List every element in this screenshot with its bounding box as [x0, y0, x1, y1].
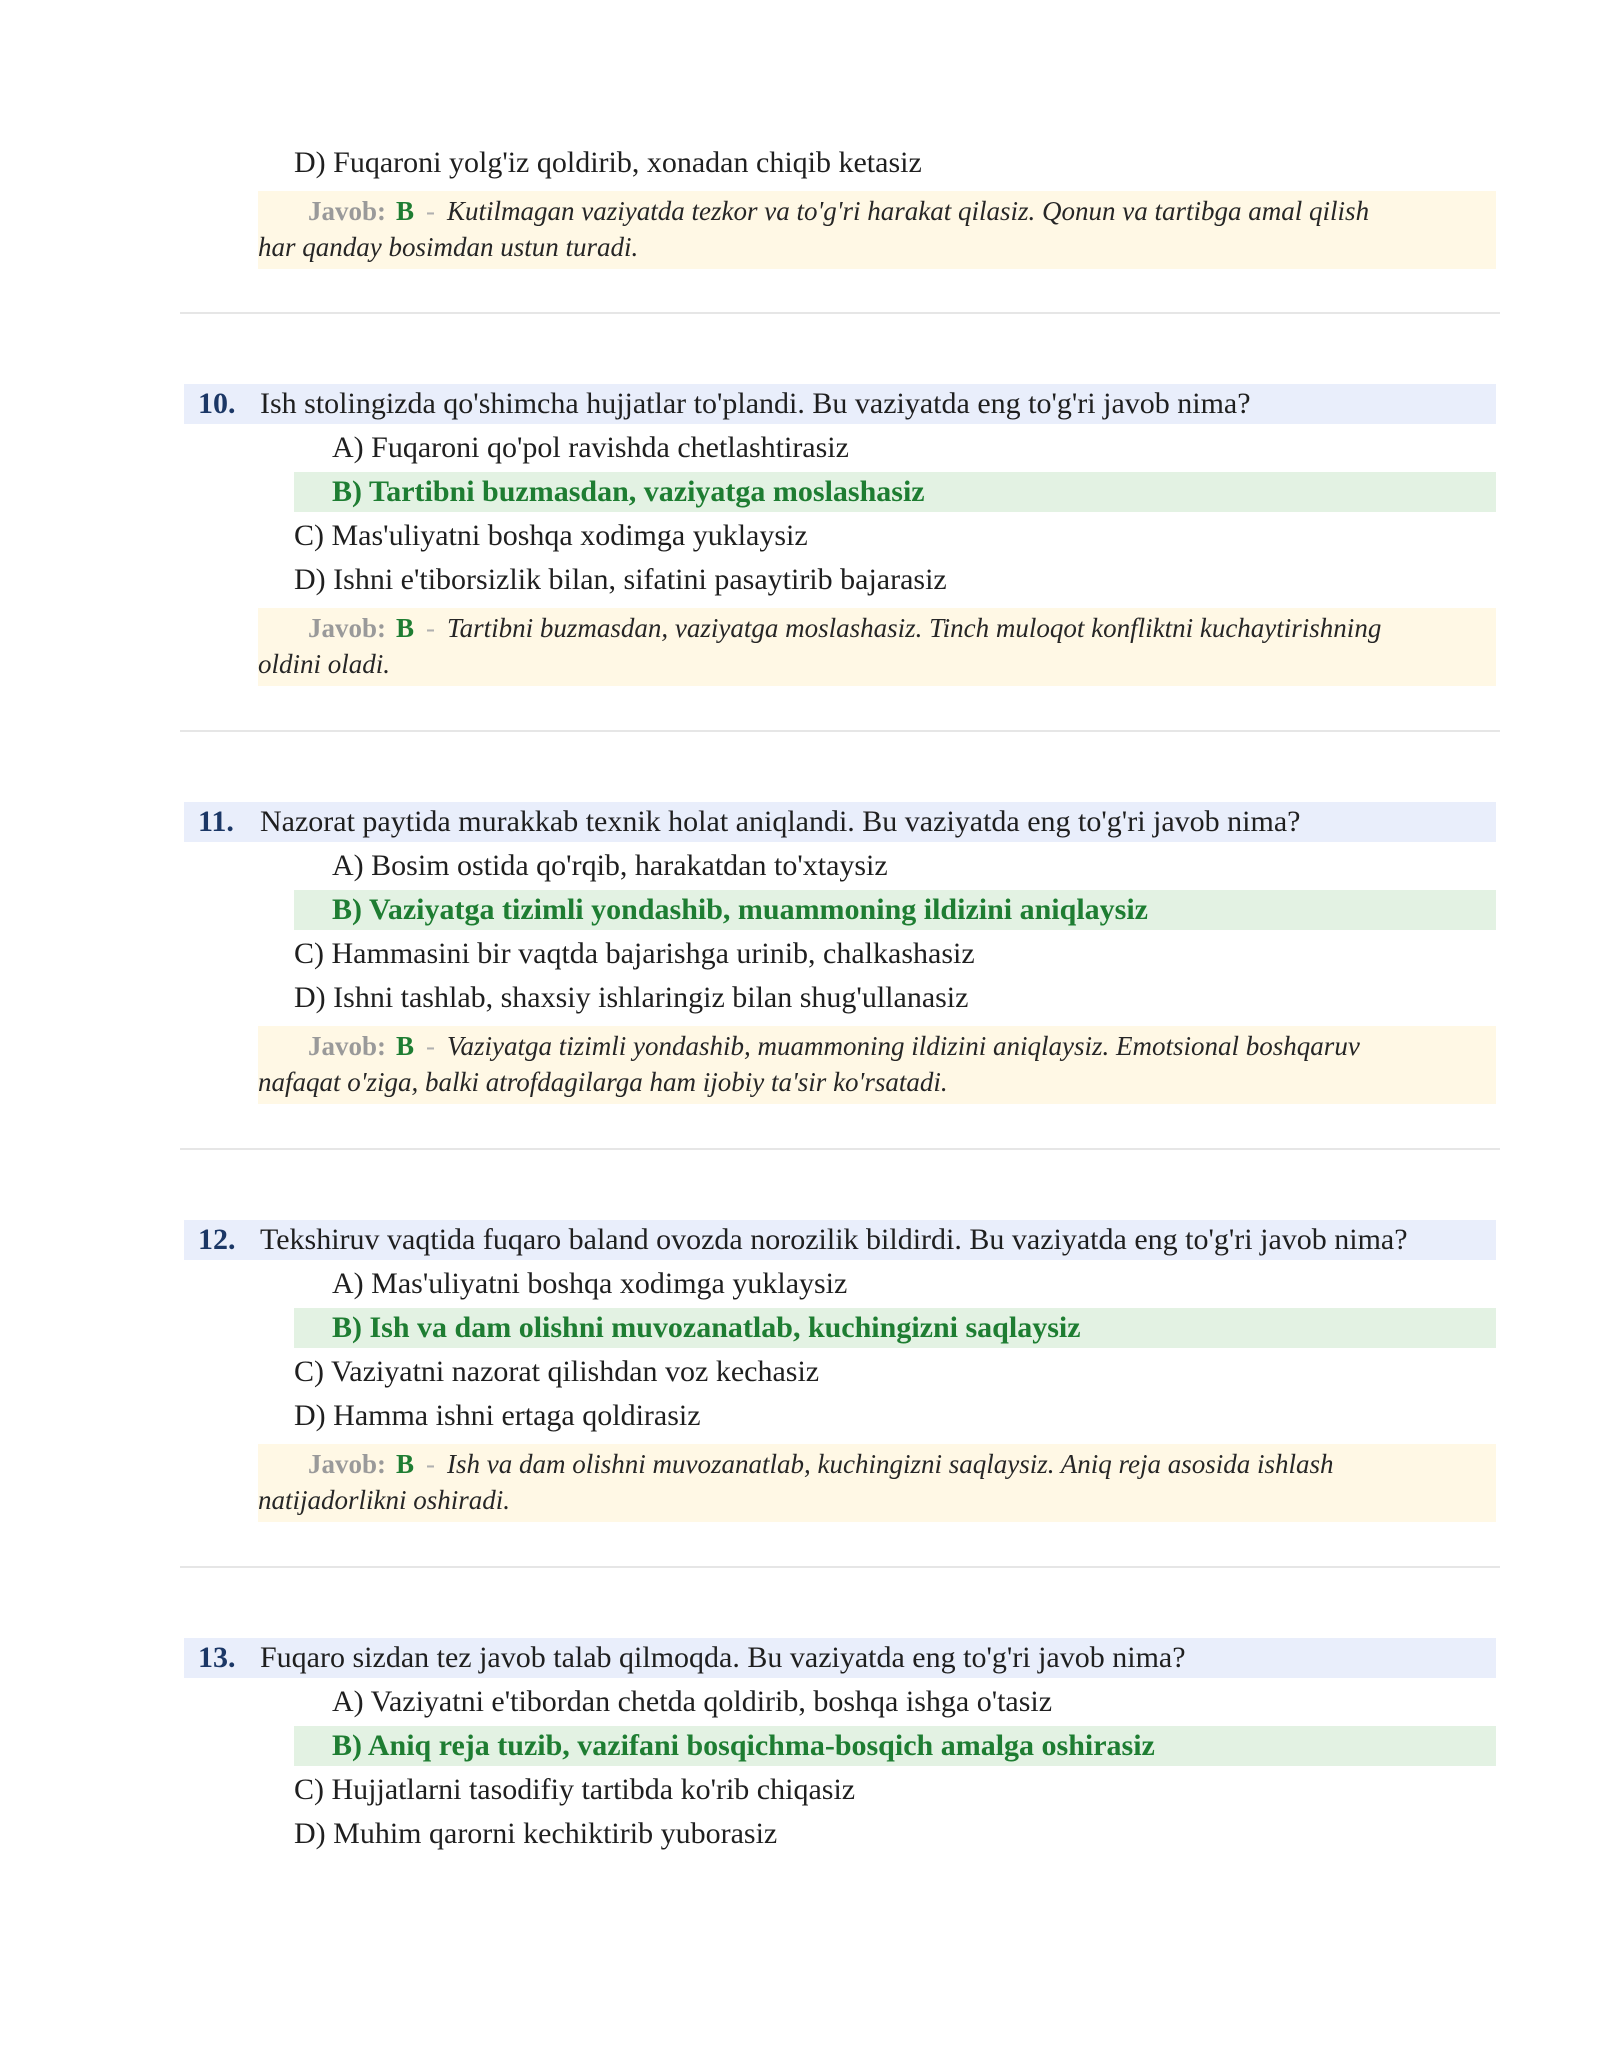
question-text: Ish stolingizda qo'shimcha hujjatlar to'plandi. Bu vaziyatda eng to'g'ri javob nima?: [260, 387, 1251, 420]
option-b-label: B) Ish va dam olishni muvozanatlab, kuchingizni saqlaysiz: [332, 1311, 1081, 1344]
option-d: D) Muhim qarorni kechiktirib yuborasiz: [294, 1817, 778, 1850]
option-b-correct: [294, 1308, 1496, 1348]
answer-dash: -: [426, 1449, 436, 1479]
option-c: C) Mas'uliyatni boshqa xodimga yuklaysiz: [294, 519, 808, 552]
option-a: A) Vaziyatni e'tibordan chetda qoldirib, boshqa ishga o'tasiz: [332, 1685, 1053, 1718]
answer-letter: B: [396, 1031, 415, 1061]
option-c: C) Hujjatlarni tasodifiy tartibda ko'rib chiqasiz: [294, 1773, 856, 1806]
answer-explanation-line-2: nafaqat o'ziga, balki atrofdagilarga ham ijobiy ta'sir ko'rsatadi.: [258, 1067, 948, 1097]
option-b-label: B) Aniq reja tuzib, vazifani bosqichma-bosqich amalga oshirasiz: [332, 1729, 1155, 1762]
answer-explanation-line-2: natijadorlikni oshiradi.: [258, 1485, 511, 1515]
question-number: 12.: [198, 1223, 236, 1256]
option-c: C) Vaziyatni nazorat qilishdan voz kechasiz: [294, 1355, 820, 1388]
option-d: D) Fuqaroni yolg'iz qoldirib, xonadan chiqib ketasiz: [294, 146, 922, 179]
answer-explanation-line-2: har qanday bosimdan ustun turadi.: [258, 232, 639, 262]
question-header: [184, 1220, 1496, 1260]
answer-box: [258, 1444, 1496, 1522]
question-divider: [180, 1148, 1500, 1150]
question-divider: [180, 1566, 1500, 1568]
answer-dash: -: [426, 613, 436, 643]
option-d: D) Hamma ishni ertaga qoldirasiz: [294, 1399, 701, 1432]
answer-explanation-line-1: Tartibni buzmasdan, vaziyatga moslashasiz. Tinch muloqot konfliktni kuchaytirishning: [447, 613, 1382, 643]
option-d: D) Ishni tashlab, shaxsiy ishlaringiz bilan shug'ullanasiz: [294, 981, 969, 1014]
option-d: D) Ishni e'tiborsizlik bilan, sifatini pasaytirib bajarasiz: [294, 563, 947, 596]
option-a: A) Mas'uliyatni boshqa xodimga yuklaysiz: [332, 1267, 848, 1300]
answer-letter: B: [396, 613, 415, 643]
option-b-correct: [294, 1726, 1496, 1766]
answer-dash: -: [426, 196, 436, 226]
answer-explanation-line-1: Ish va dam olishni muvozanatlab, kuchingizni saqlaysiz. Aniq reja asosida ishlash: [447, 1449, 1334, 1479]
answer-letter: B: [396, 196, 415, 226]
option-a: A) Bosim ostida qo'rqib, harakatdan to'xtaysiz: [332, 849, 888, 882]
answer-letter: B: [396, 1449, 415, 1479]
answer-label: Javob:: [308, 1449, 387, 1479]
question-header: [184, 384, 1496, 424]
option-b-correct: [294, 890, 1496, 930]
question-text: Tekshiruv vaqtida fuqaro baland ovozda norozilik bildirdi. Bu vaziyatda eng to'g'ri javob nima?: [260, 1223, 1408, 1256]
question-divider: [180, 730, 1500, 732]
answer-box: [258, 191, 1496, 269]
option-b-correct: [294, 472, 1496, 512]
answer-explanation-line-1: Vaziyatga tizimli yondashib, muammoning ildizini aniqlaysiz. Emotsional boshqaruv: [447, 1031, 1360, 1061]
answer-box: [258, 1026, 1496, 1104]
question-header: [184, 802, 1496, 842]
option-c: C) Hammasini bir vaqtda bajarishga urinib, chalkashasiz: [294, 937, 975, 970]
question-text: Nazorat paytida murakkab texnik holat aniqlandi. Bu vaziyatda eng to'g'ri javob nima?: [260, 805, 1301, 838]
question-header: [184, 1638, 1496, 1678]
answer-label: Javob:: [308, 196, 387, 226]
option-a: A) Fuqaroni qo'pol ravishda chetlashtirasiz: [332, 431, 849, 464]
answer-label: Javob:: [308, 613, 387, 643]
answer-label: Javob:: [308, 1031, 387, 1061]
question-number: 13.: [198, 1641, 236, 1674]
answer-explanation-line-2: oldini oladi.: [258, 649, 391, 679]
question-number: 10.: [198, 387, 236, 420]
answer-explanation-line-1: Kutilmagan vaziyatda tezkor va to'g'ri harakat qilasiz. Qonun va tartibga amal qilish: [447, 196, 1370, 226]
question-divider: [180, 312, 1500, 314]
question-text: Fuqaro sizdan tez javob talab qilmoqda. Bu vaziyatda eng to'g'ri javob nima?: [260, 1641, 1186, 1674]
answer-dash: -: [426, 1031, 436, 1061]
option-b-label: B) Vaziyatga tizimli yondashib, muammoning ildizini aniqlaysiz: [332, 893, 1148, 926]
question-number: 11.: [198, 805, 234, 838]
answer-box: [258, 608, 1496, 686]
option-b-label: B) Tartibni buzmasdan, vaziyatga moslashasiz: [332, 475, 925, 508]
